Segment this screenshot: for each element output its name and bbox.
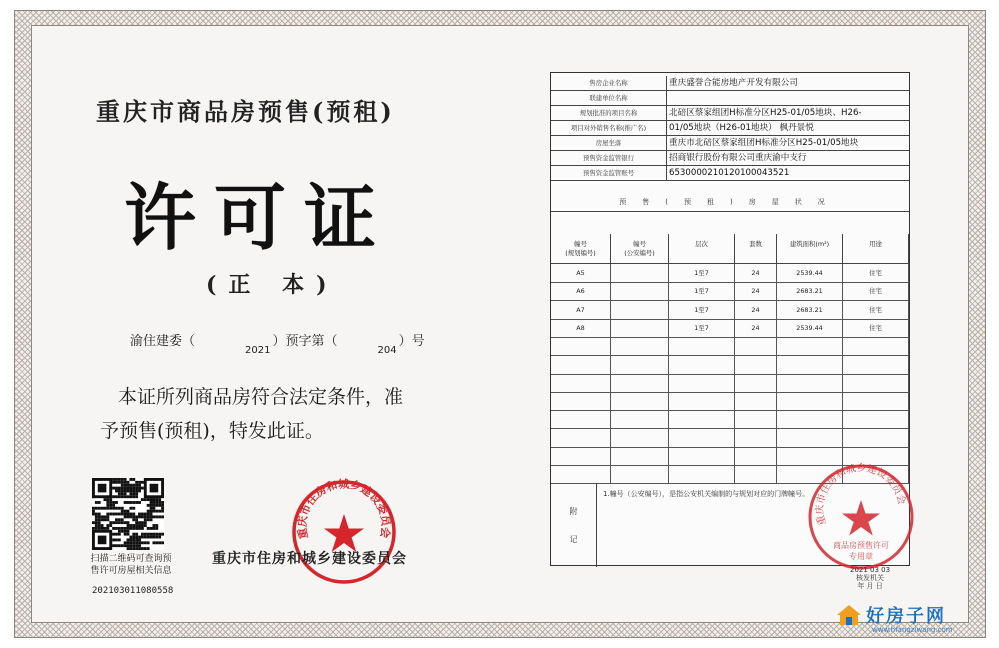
grid-header-cell: 幢号 (规划编号) (551, 234, 611, 264)
grid-cell: A5 (551, 264, 611, 283)
seal-star-icon (324, 514, 364, 552)
grid-cell (611, 264, 669, 283)
grid-row (551, 319, 909, 338)
grid-cell (611, 447, 669, 466)
info-label: 房屋坐落 (551, 136, 667, 150)
doc-prefix: 渝住建委（ (130, 334, 196, 349)
info-value: 653000021012010004352​1 (669, 168, 790, 178)
grid-cell: A8 (551, 319, 611, 338)
grid-cell: 2539.44 (777, 264, 843, 283)
grid-cell: 1至7 (669, 282, 735, 301)
certificate-main-title: 许可证 (124, 175, 395, 260)
qr-caption (86, 553, 176, 577)
info-value: 重庆市北碚区蔡家组团H标准分区H25-01/05地块 (669, 138, 859, 148)
watermark-name: 好房子网 (866, 606, 946, 627)
body-line-1: 本证所列商品房符合法定条件，准 (118, 386, 404, 408)
grid-cell (777, 429, 843, 448)
grid-cell: A7 (551, 301, 611, 320)
grid-cell: 1至7 (669, 301, 735, 320)
grid-cell (669, 374, 735, 393)
original-copy-mark: (正 本) (206, 272, 339, 298)
grid-cell (611, 337, 669, 356)
grid-cell (611, 319, 669, 338)
grid-cell: 住宅 (843, 319, 909, 338)
seal-right-text: 重庆市住房和城乡建设委员会 (814, 463, 907, 527)
grid-cell (777, 374, 843, 393)
grid-cell: 1至7 (669, 319, 735, 338)
grid-cell (843, 374, 909, 393)
grid-header-cell: 用途 (843, 234, 909, 264)
grid-cell (735, 410, 777, 429)
grid-cell (735, 392, 777, 411)
qr-serial-number: 20210301108055​8 (92, 586, 174, 596)
grid-cell (669, 447, 735, 466)
grid-cell (777, 410, 843, 429)
qr-caption-line-1: 扫描二维码可查询预 (90, 554, 172, 564)
info-label: 规划批准的项目名称 (551, 106, 667, 120)
grid-cell (735, 337, 777, 356)
info-value: 招商银行股份有限公司重庆渝中支行 (669, 153, 807, 163)
grid-cell (611, 374, 669, 393)
grid-row (551, 264, 909, 283)
official-seal-right (806, 462, 916, 572)
grid-row (551, 374, 909, 393)
grid-cell (551, 392, 611, 411)
info-row (551, 106, 909, 121)
section-title: 预售(预租)房屋状况 (551, 193, 909, 212)
grid-header-cell: 层次 (669, 234, 735, 264)
notes-label: 附 记 (551, 483, 597, 567)
info-label: 售房企业名称 (551, 76, 667, 90)
body-line-2: 予预售(预租)，特发此证。 (100, 420, 324, 442)
info-row (551, 121, 909, 136)
grid-cell (843, 392, 909, 411)
grid-cell (669, 410, 735, 429)
site-watermark (836, 602, 953, 634)
info-row (551, 166, 909, 181)
grid-cell (669, 392, 735, 411)
info-value: 重庆盛誉合能房地产开发有限公司 (669, 78, 798, 88)
grid-row (551, 356, 909, 375)
grid-row (551, 392, 909, 411)
seal-right-bottom-2: 专用章 (849, 552, 873, 561)
grid-cell (551, 337, 611, 356)
info-label: 联建单位名称 (551, 91, 667, 105)
grid-cell (735, 447, 777, 466)
grid-cell (611, 465, 669, 484)
grid-cell (843, 429, 909, 448)
grid-cell: 1至7 (669, 264, 735, 283)
issue-date-block (850, 566, 890, 590)
grid-cell: 24 (735, 301, 777, 320)
issue-date: 2021 03 03 (850, 566, 891, 574)
grid-header-cell: 幢号 (公安编号) (611, 234, 669, 264)
grid-cell: 2539.44 (777, 319, 843, 338)
grid-row (551, 282, 909, 301)
grid-cell: 住宅 (843, 264, 909, 283)
grid-cell (611, 429, 669, 448)
info-label: 预售资金监管账号 (551, 166, 667, 180)
info-row (551, 151, 909, 166)
doc-year: 2021 (245, 345, 271, 356)
grid-cell (551, 410, 611, 429)
grid-row (551, 410, 909, 429)
certificate-title-line: 重庆市商品房预售(预租) (96, 97, 395, 126)
info-label: 预售资金监管银行 (551, 151, 667, 165)
seal-left-text: 重庆市住房和城乡建设委员会 (295, 478, 393, 540)
qr-caption-line-2: 售许可房屋相关信息 (90, 566, 172, 576)
grid-cell: 2683.21 (777, 301, 843, 320)
grid-cell (611, 301, 669, 320)
grid-cell (777, 392, 843, 411)
issue-date-label: 年 月 日 (857, 582, 883, 590)
certificate-body-text (100, 380, 440, 448)
grid-cell (777, 337, 843, 356)
doc-middle: ）预字第（ (272, 334, 338, 349)
grid-cell (611, 410, 669, 429)
info-row (551, 76, 909, 91)
house-logo-icon (836, 604, 862, 626)
grid-cell (843, 410, 909, 429)
grid-cell: 2683.21 (777, 282, 843, 301)
grid-cell (551, 429, 611, 448)
grid-cell: 住宅 (843, 282, 909, 301)
grid-header-cell: 建筑面积(m²) (777, 234, 843, 264)
grid-header-cell: 套数 (735, 234, 777, 264)
grid-cell (669, 356, 735, 375)
seal-right-star-icon (842, 500, 880, 536)
grid-cell (551, 356, 611, 375)
info-value: 北碚区蔡家组团H标准分区H25-01/05地块、H26- (669, 108, 862, 118)
grid-cell (611, 356, 669, 375)
info-value: 01/05地块（H26-01地块） 枫丹景悦 (669, 123, 814, 133)
grid-cell (735, 356, 777, 375)
info-row (551, 91, 909, 106)
grid-cell (669, 429, 735, 448)
grid-cell: 24 (735, 319, 777, 338)
grid-cell: 24 (735, 282, 777, 301)
grid-cell (735, 465, 777, 484)
grid-cell (843, 337, 909, 356)
grid-cell (735, 429, 777, 448)
document-number (130, 330, 425, 356)
grid-cell (777, 356, 843, 375)
doc-suffix: ）号 (398, 334, 425, 349)
grid-header-row (551, 234, 909, 264)
grid-cell: 24 (735, 264, 777, 283)
info-label: 项目对外销售名称(推广名) (551, 121, 667, 135)
watermark-url: www.hfangziwang.com (872, 626, 953, 634)
doc-number-value: 204 (377, 345, 397, 356)
grid-cell (611, 392, 669, 411)
grid-row (551, 301, 909, 320)
grid-cell (735, 374, 777, 393)
issue-org: 核发机关 (856, 574, 885, 582)
grid-row (551, 429, 909, 448)
grid-cell: 住宅 (843, 301, 909, 320)
official-seal-left (290, 478, 398, 586)
grid-cell: A6 (551, 282, 611, 301)
grid-cell (611, 282, 669, 301)
issuing-authority: 重庆市住房和城乡建设委员会 (212, 551, 407, 567)
grid-row (551, 337, 909, 356)
grid-cell (551, 447, 611, 466)
info-row (551, 136, 909, 151)
qr-code[interactable] (92, 478, 164, 550)
grid-cell (669, 465, 735, 484)
grid-cell (669, 337, 735, 356)
grid-cell (843, 356, 909, 375)
grid-cell (551, 465, 611, 484)
seal-right-bottom: 商品房预售许可 (833, 541, 889, 550)
grid-cell (551, 374, 611, 393)
notes-text: 1.幢号（公安编号），是指公安机关编制的与规划对应的门牌幢号。 (603, 490, 810, 498)
